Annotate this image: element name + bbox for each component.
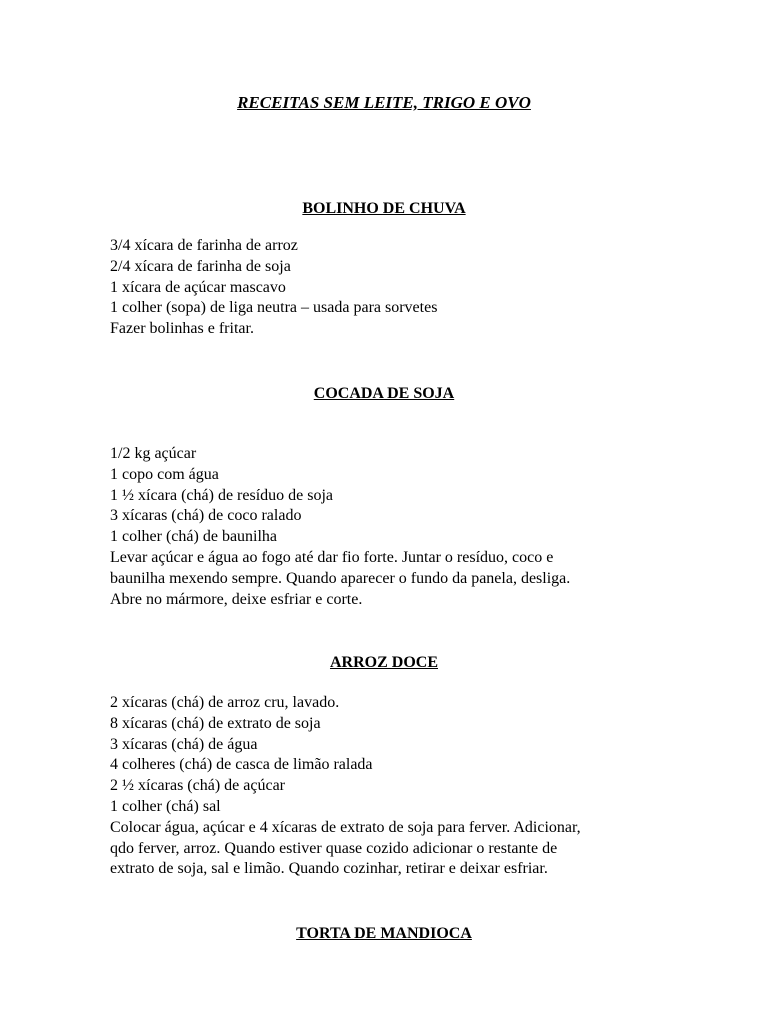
instruction-line: baunilha mexendo sempre. Quando aparecer o fundo da panela, desliga. — [110, 569, 571, 587]
ingredient-line: 1 colher (chá) de baunilha — [110, 528, 278, 546]
recipe-body-bolinho-de-chuva — [110, 236, 670, 340]
instruction-line: extrato de soja, sal e limão. Quando cozinhar, retirar e deixar esfriar. — [110, 860, 548, 878]
instruction-line: Fazer bolinhas e fritar. — [110, 320, 254, 338]
instruction-line: qdo ferver, arroz. Quando estiver quase cozido adicionar o restante de — [110, 839, 558, 857]
recipe-body-arroz-doce — [110, 693, 670, 880]
ingredient-line: 4 colheres (chá) de casca de limão ralada — [110, 756, 373, 774]
instruction-line: Colocar água, açúcar e 4 xícaras de extrato de soja para ferver. Adicionar, — [110, 818, 581, 836]
ingredient-line: 2/4 xícara de farinha de soja — [110, 257, 291, 275]
recipe-heading-torta-de-mandioca: TORTA DE MANDIOCA — [296, 925, 472, 942]
recipe-heading-arroz-doce: ARROZ DOCE — [329, 654, 438, 671]
ingredient-line: 2 xícaras (chá) de arroz cru, lavado. — [110, 694, 340, 711]
ingredient-line: 3/4 xícara de farinha de arroz — [110, 237, 298, 254]
instruction-line: Levar açúcar e água ao fogo até dar fio forte. Juntar o resíduo, coco e — [110, 548, 554, 566]
ingredient-line: 1 copo com água — [110, 465, 219, 483]
recipe-body-cocada-de-soja — [110, 444, 670, 610]
ingredient-line: 1 colher (chá) sal — [110, 797, 221, 815]
ingredient-line: 8 xícaras (chá) de extrato de soja — [110, 714, 321, 732]
ingredient-line: 1/2 kg açúcar — [110, 445, 197, 462]
ingredient-line: 1 colher (sopa) de liga neutra – usada para sorvetes — [110, 299, 438, 317]
document-title: RECEITAS SEM LEITE, TRIGO E OVO — [237, 93, 531, 112]
ingredient-line: 1 xícara de açúcar mascavo — [110, 278, 286, 296]
recipe-heading-bolinho-de-chuva: BOLINHO DE CHUVA — [302, 200, 466, 217]
instruction-line: Abre no mármore, deixe esfriar e corte. — [110, 590, 363, 608]
ingredient-line: 3 xícaras (chá) de água — [110, 735, 258, 753]
recipe-heading-cocada-de-soja: COCADA DE SOJA — [313, 385, 455, 402]
ingredient-line: 2 ½ xícaras (chá) de açúcar — [110, 777, 285, 795]
ingredient-line: 1 ½ xícara (chá) de resíduo de soja — [110, 486, 334, 504]
ingredient-line: 3 xícaras (chá) de coco ralado — [110, 507, 302, 525]
